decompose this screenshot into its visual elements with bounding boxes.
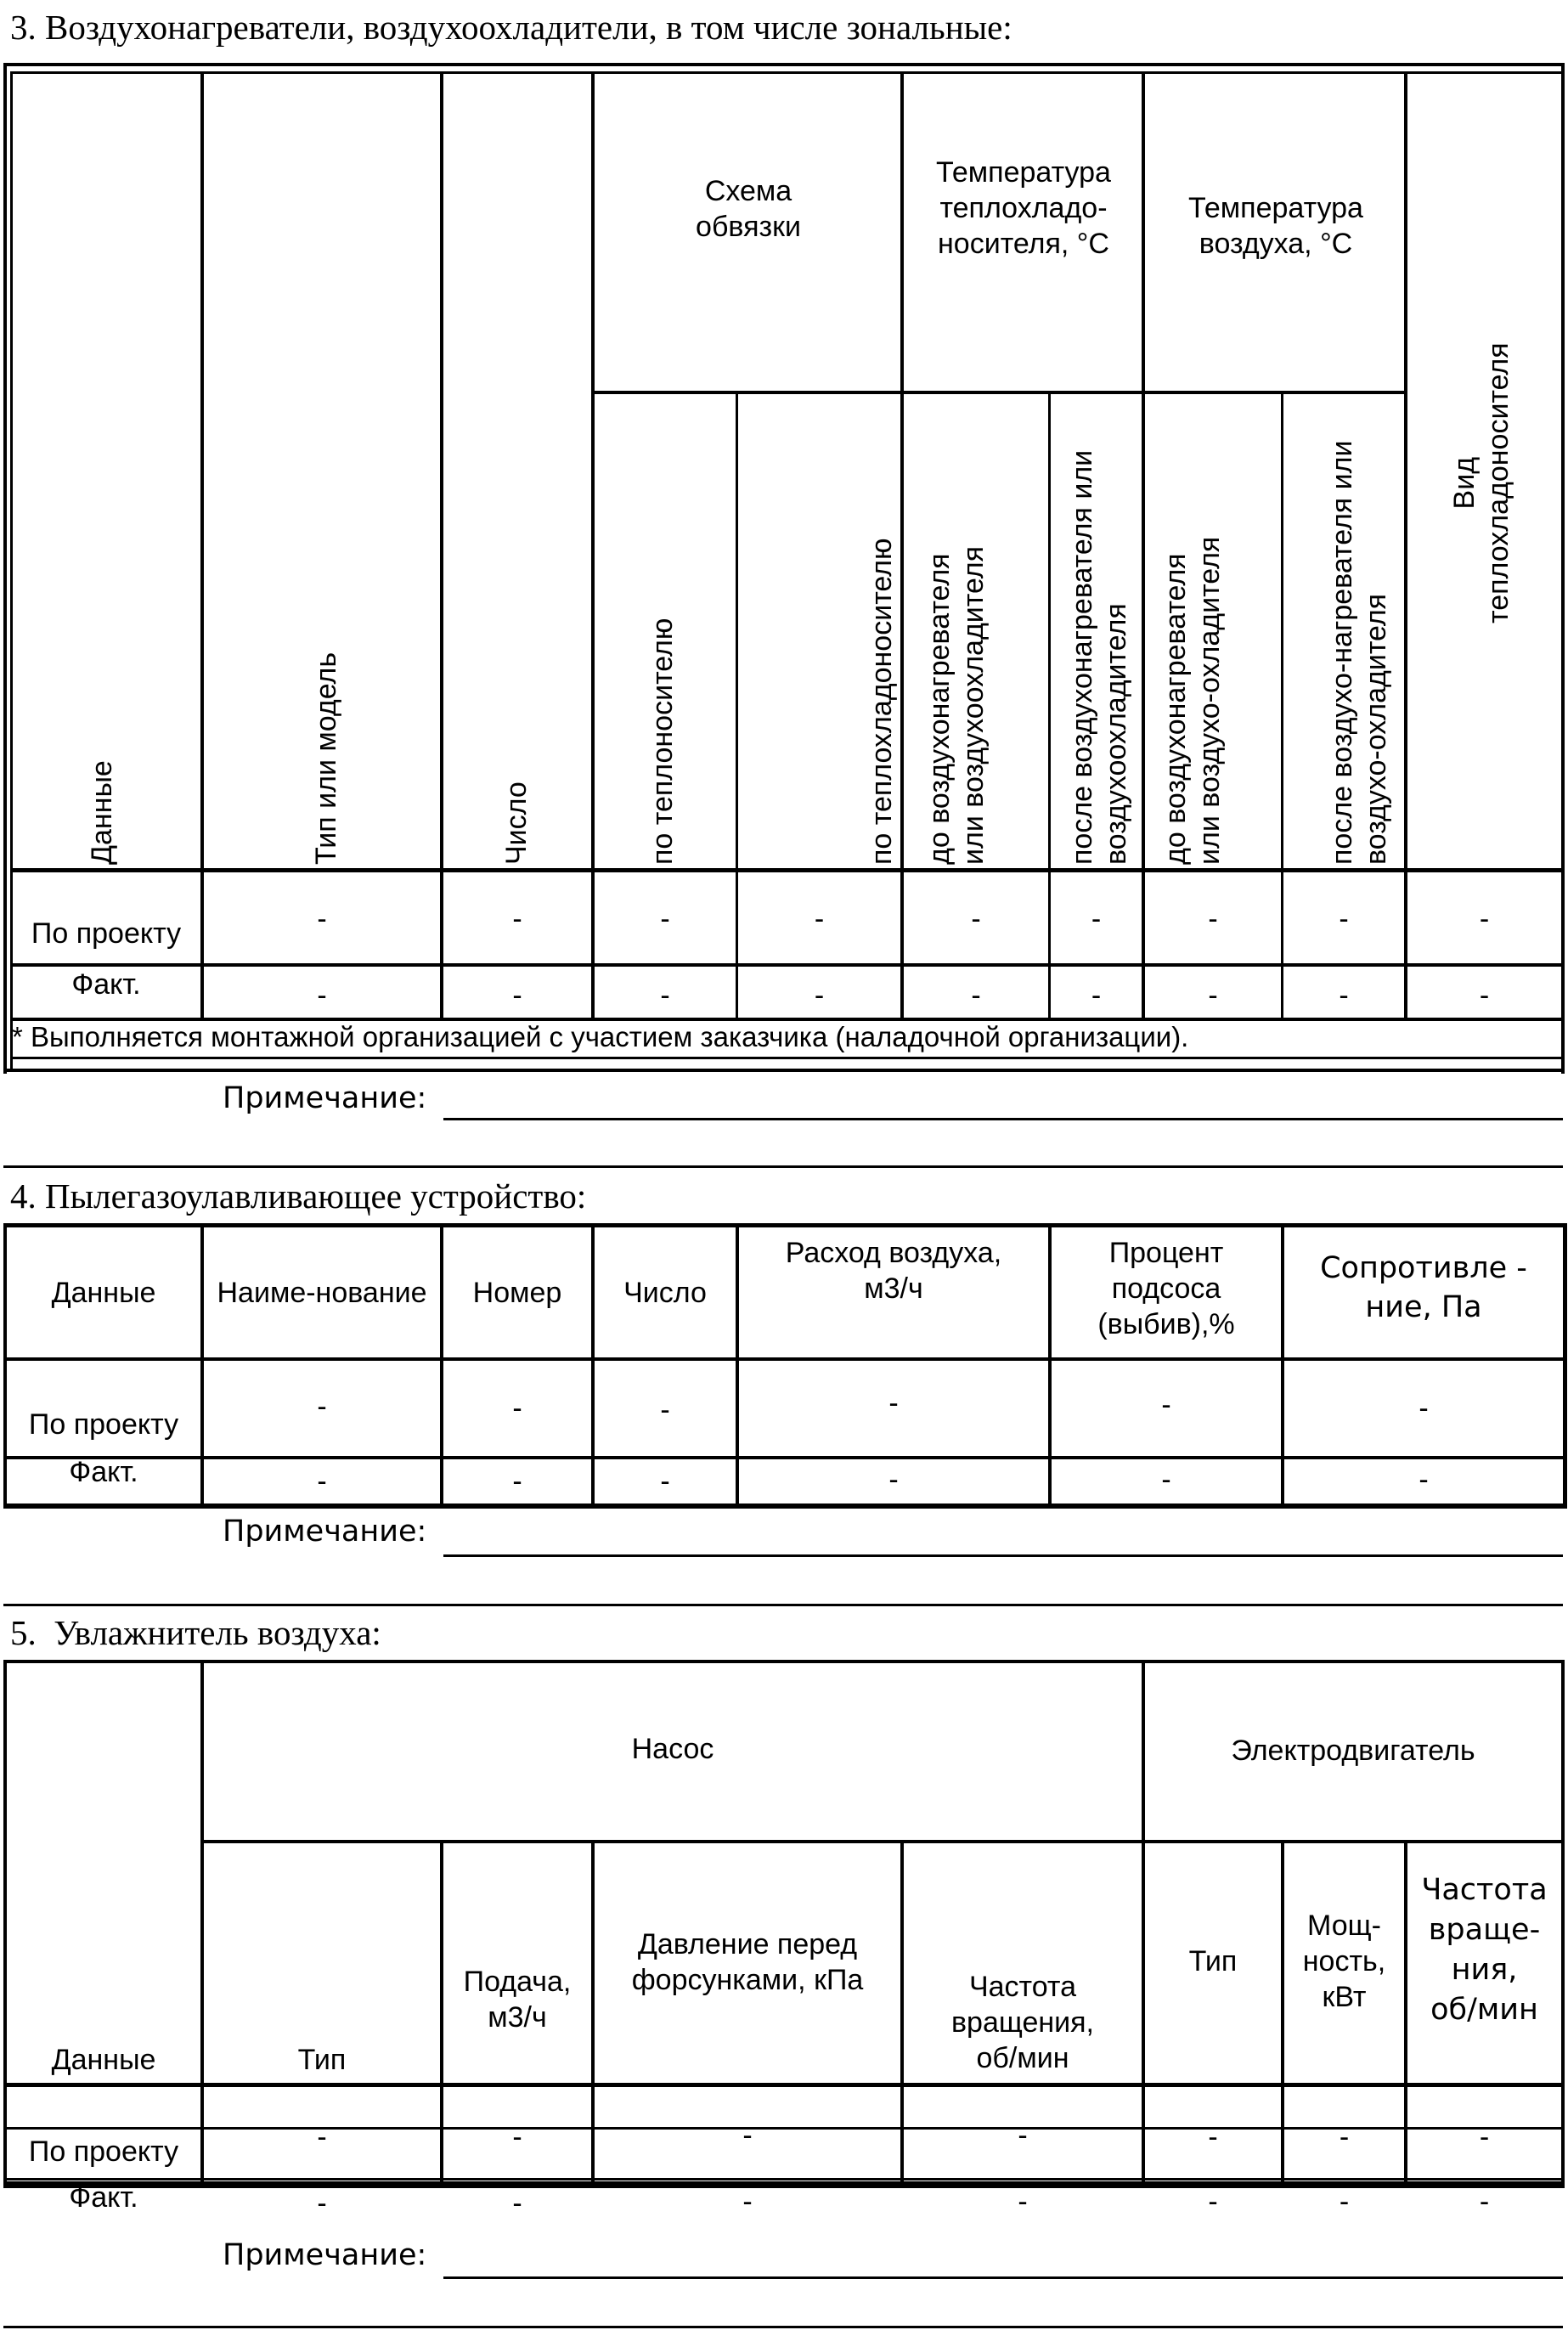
s3-header-coolant-kind: Вид теплохладоносителя bbox=[1448, 342, 1514, 623]
s4-project-cell: - bbox=[1419, 1392, 1429, 1425]
s3-fact-cell: - bbox=[1479, 979, 1490, 1012]
s5-header-motor-type: Тип bbox=[1188, 1945, 1238, 1977]
s3-fact-cell: - bbox=[512, 979, 522, 1012]
s4-note-label: Примечание: bbox=[223, 1515, 427, 1549]
s5-project-cell: - bbox=[512, 2121, 522, 2153]
s3-header-data: Данные bbox=[86, 760, 118, 865]
s3-row-fact-label: Факт. bbox=[71, 968, 141, 1001]
s3-header-scheme: Схема обвязки bbox=[696, 175, 801, 243]
s4-note-line[interactable] bbox=[443, 1554, 1563, 1557]
s3-fact-cell: - bbox=[660, 979, 670, 1012]
s3-header-type: Тип или модель bbox=[310, 652, 342, 865]
s5-fact-cell: - bbox=[742, 2186, 753, 2218]
s4-header-number: Номер bbox=[472, 1276, 562, 1309]
s5-header-motor-rpm: Частота враще- ния, об/мин bbox=[1421, 1873, 1548, 2027]
s5-row-fact-label: Факт. bbox=[69, 2181, 138, 2214]
s4-header-suction: Процент подсоса (выбив),% bbox=[1097, 1237, 1235, 1340]
s5-fact-cell: - bbox=[512, 2187, 522, 2220]
s3-header-air-before: до воздухонагревателя или воздухо-охладителя bbox=[1159, 536, 1226, 865]
s5-header-motor: Электродвигатель bbox=[1231, 1735, 1475, 1767]
s4-fact-cell: - bbox=[1161, 1464, 1171, 1496]
s5-header-pump: Насос bbox=[631, 1733, 714, 1765]
s3-project-cell: - bbox=[317, 903, 327, 935]
s3-fact-cell: - bbox=[814, 979, 825, 1012]
s4-header-data: Данные bbox=[51, 1276, 156, 1309]
s3-header-air-after: после воздухо-нагревателя или воздухо-охладителя bbox=[1326, 440, 1392, 865]
s3-project-cell: - bbox=[814, 903, 825, 935]
s4-fact-cell: - bbox=[888, 1464, 899, 1496]
s4-project-cell: - bbox=[1161, 1389, 1171, 1421]
s5-note-label: Примечание: bbox=[223, 2238, 427, 2272]
s3-project-cell: - bbox=[1208, 903, 1218, 935]
s5-project-cell: - bbox=[1479, 2121, 1490, 2153]
s3-footnote: * Выполняется монтажной организацией с участием заказчика (наладочной организации). bbox=[12, 1021, 1189, 1052]
s5-project-cell: - bbox=[1018, 2119, 1028, 2152]
s5-project-cell: - bbox=[1208, 2121, 1218, 2153]
s5-fact-cell: - bbox=[1479, 2186, 1490, 2218]
s5-project-cell: - bbox=[1339, 2121, 1350, 2153]
s3-fact-cell: - bbox=[1339, 979, 1349, 1012]
s3-header-coolant-temp: Температура теплохладо- носителя, °С bbox=[936, 156, 1111, 260]
s3-note-label: Примечание: bbox=[223, 1081, 427, 1115]
s4-project-cell: - bbox=[888, 1387, 899, 1419]
s3-header-scheme-heat: по теплоносителю bbox=[646, 618, 679, 865]
s3-project-cell: - bbox=[1479, 903, 1490, 935]
section3-title: 3. Воздухонагреватели, воздухоохладители, в том числе зональные: bbox=[10, 8, 1012, 47]
s3-header-coolant-after: после воздухонагревателя или воздухоохладителя bbox=[1066, 449, 1132, 865]
s5-fact-cell: - bbox=[1339, 2186, 1350, 2218]
section5-title: 5. Увлажнитель воздуха: bbox=[10, 1613, 381, 1652]
s3-note-line-2[interactable] bbox=[3, 1165, 1563, 1168]
s4-fact-cell: - bbox=[512, 1465, 522, 1498]
s5-note-line[interactable] bbox=[443, 2276, 1563, 2279]
s4-project-cell: - bbox=[512, 1392, 522, 1425]
s3-project-cell: - bbox=[1339, 903, 1349, 935]
s4-row-fact-label: Факт. bbox=[69, 1456, 138, 1488]
s5-note-line-2[interactable] bbox=[3, 2326, 1563, 2328]
s3-project-cell: - bbox=[660, 903, 670, 935]
s3-fact-cell: - bbox=[971, 979, 981, 1012]
s5-header-motor-power: Мощ- ность, кВт bbox=[1302, 1910, 1386, 2013]
s3-header-count: Число bbox=[500, 781, 533, 865]
s5-header-pump-rpm: Частота вращения, об/мин bbox=[950, 1971, 1094, 2074]
s4-note-line-2[interactable] bbox=[3, 1604, 1563, 1606]
s3-note-line[interactable] bbox=[443, 1118, 1563, 1120]
s3-project-cell: - bbox=[1091, 903, 1102, 935]
s3-project-cell: - bbox=[512, 903, 522, 935]
s3-fact-cell: - bbox=[1091, 979, 1102, 1012]
section4-title: 4. Пылегазоулавливающее устройство: bbox=[10, 1176, 587, 1216]
s4-header-resistance: Сопротивле - ние, Па bbox=[1320, 1251, 1527, 1324]
s3-header-scheme-cold: по теплохладоносителю bbox=[866, 538, 898, 865]
s4-project-cell: - bbox=[317, 1391, 327, 1423]
s3-header-air-temp: Температура воздуха, °С bbox=[1188, 192, 1363, 260]
s5-row-project-label: По проекту bbox=[28, 2135, 179, 2168]
s5-header-data: Данные bbox=[51, 2044, 156, 2076]
s5-fact-cell: - bbox=[317, 2187, 327, 2220]
s5-fact-cell: - bbox=[1208, 2186, 1218, 2218]
s5-fact-cell: - bbox=[1018, 2186, 1028, 2218]
s5-header-pump-type: Тип bbox=[297, 2044, 347, 2076]
s4-fact-cell: - bbox=[1419, 1464, 1429, 1496]
s4-row-project-label: По проекту bbox=[28, 1408, 179, 1441]
s4-fact-cell: - bbox=[317, 1465, 327, 1498]
s4-header-name: Наиме-нование bbox=[217, 1276, 427, 1309]
s4-header-airflow: Расход воздуха, м3/ч bbox=[785, 1237, 1002, 1305]
s3-fact-cell: - bbox=[1208, 979, 1218, 1012]
s4-project-cell: - bbox=[660, 1394, 670, 1426]
s4-fact-cell: - bbox=[660, 1465, 670, 1498]
s4-header-count: Число bbox=[623, 1276, 707, 1309]
s3-fact-cell: - bbox=[317, 979, 327, 1012]
s3-row-project-label: По проекту bbox=[31, 917, 182, 950]
s3-project-cell: - bbox=[971, 903, 981, 935]
s3-header-coolant-before: до воздухонагревателя или воздухоохладителя bbox=[923, 545, 990, 865]
s5-project-cell: - bbox=[317, 2121, 327, 2153]
s5-header-pump-pressure: Давление перед форсунками, кПа bbox=[631, 1928, 864, 1996]
s5-project-cell: - bbox=[742, 2119, 753, 2152]
s5-header-pump-flow: Подача, м3/ч bbox=[463, 1966, 572, 2034]
